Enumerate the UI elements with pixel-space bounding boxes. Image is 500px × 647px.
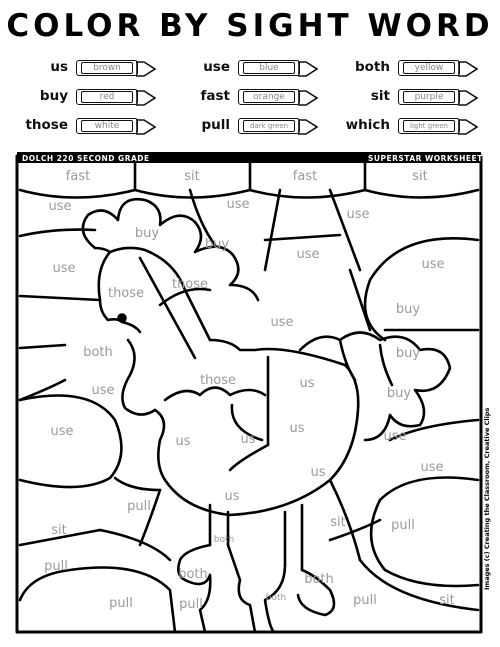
region-word: use	[48, 199, 72, 214]
region-word: use	[296, 247, 320, 262]
region-word: sit	[51, 523, 67, 538]
page-title: COLOR BY SIGHT WORD	[6, 8, 494, 44]
region-word: pull	[109, 596, 133, 611]
grade-label: DOLCH 220 SECOND GRADE	[22, 154, 150, 163]
region-word: us	[240, 432, 256, 447]
key-word: which	[345, 117, 390, 133]
region-word: both	[178, 567, 208, 582]
region-word: both	[213, 535, 235, 545]
region-word: use	[91, 383, 115, 398]
region-word: buy	[204, 237, 230, 252]
key-color: brown	[81, 62, 133, 74]
region-word: us	[299, 376, 315, 391]
brand-label: SUPERSTAR WORKSHEETS	[368, 154, 489, 163]
region-word: sit	[412, 169, 428, 184]
region-word: sit	[184, 169, 200, 184]
key-color: purple	[403, 91, 455, 103]
key-word: buy	[39, 88, 68, 104]
region-word: us	[310, 465, 326, 480]
region-word: use	[420, 460, 444, 475]
key-color: red	[81, 91, 133, 103]
key-word: sit	[370, 88, 390, 104]
region-word: both	[304, 572, 334, 587]
key-color: yellow	[403, 62, 455, 74]
region-word: use	[421, 257, 445, 272]
region-word: pull	[127, 499, 151, 514]
region-word: sit	[439, 593, 455, 608]
region-word: fast	[65, 169, 91, 184]
region-word: pull	[391, 518, 415, 533]
region-word: pull	[353, 593, 377, 608]
region-word: use	[50, 424, 74, 439]
key-color: orange	[243, 91, 295, 103]
region-word: use	[52, 261, 76, 276]
region-word: buy	[134, 226, 160, 241]
region-word: use	[383, 429, 407, 444]
key-word: use	[203, 59, 230, 75]
key-word: both	[354, 59, 390, 75]
key-word: pull	[201, 117, 230, 133]
region-word: those	[199, 373, 237, 388]
region-word: us	[224, 489, 240, 504]
region-word: buy	[395, 346, 421, 361]
credit-text: Images (c) Creating the Classroom, Creative Clips	[483, 407, 491, 590]
region-word: both	[265, 593, 287, 603]
region-word: us	[175, 434, 191, 449]
key-color: blue	[243, 62, 295, 74]
key-color: light green	[403, 120, 455, 132]
region-word: sit	[330, 515, 346, 530]
key-color: dark green	[243, 120, 295, 132]
key-word: those	[25, 117, 68, 133]
region-word: pull	[44, 559, 68, 574]
region-word: pull	[179, 597, 203, 612]
region-word: use	[270, 315, 294, 330]
key-word: fast	[200, 88, 230, 104]
region-word: buy	[395, 302, 421, 317]
region-word: use	[346, 207, 370, 222]
region-word: fast	[292, 169, 318, 184]
key-color: white	[81, 120, 133, 132]
region-word: use	[226, 197, 250, 212]
region-word: buy	[386, 386, 412, 401]
key-word: us	[50, 59, 68, 75]
region-word: us	[289, 421, 305, 436]
region-word: both	[83, 345, 113, 360]
region-word: those	[171, 277, 209, 292]
region-word: those	[107, 286, 145, 301]
